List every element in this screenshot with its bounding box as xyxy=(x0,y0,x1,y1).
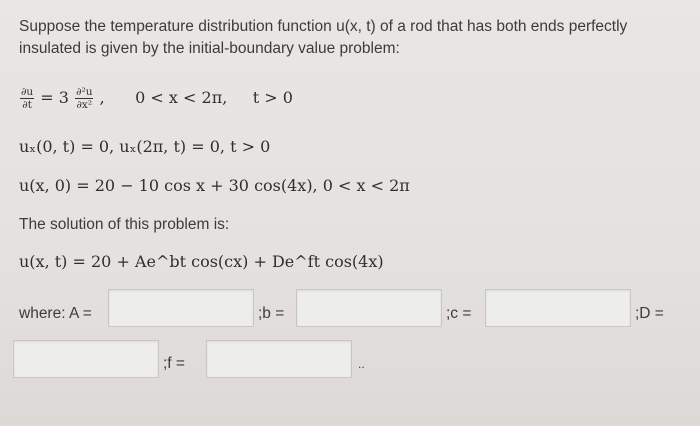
boundary-conditions: uₓ(0, t) = 0, uₓ(2π, t) = 0, t > 0 xyxy=(19,137,271,156)
problem-line-1: Suppose the temperature distribution function u(x, t) of a rod that has both ends perfectly xyxy=(19,18,628,35)
d-label: ;D = xyxy=(635,305,664,322)
c-input[interactable] xyxy=(485,289,631,327)
pde-domain: , 0 < x < 2π, t > 0 xyxy=(99,88,293,107)
f-input[interactable] xyxy=(206,340,352,378)
d-input[interactable] xyxy=(13,340,159,378)
c-label: ;c = xyxy=(446,305,472,322)
end-mark: .. xyxy=(358,357,365,371)
a-label: where: A = xyxy=(19,305,92,322)
problem-line-2: insulated is given by the initial-boundary value problem: xyxy=(19,40,400,57)
solution-formula: u(x, t) = 20 + Ae^bt cos(cx) + De^ft cos(4x) xyxy=(19,252,384,271)
a-input[interactable] xyxy=(108,289,254,327)
d2u-dx2-fraction: $\frac{\text{∂²u}}{\text{∂x²}}$ xyxy=(76,86,93,111)
f-label: ;f = xyxy=(163,355,185,372)
pde-equation xyxy=(19,86,293,111)
initial-condition: u(x, 0) = 20 − 10 cos x + 30 cos(4x), 0 < x < 2π xyxy=(19,176,410,195)
solution-intro: The solution of this problem is: xyxy=(19,216,230,233)
b-label: ;b = xyxy=(258,305,285,322)
b-input[interactable] xyxy=(296,289,442,327)
du-dt-fraction: $\frac{\partial u}{\partial t}$ xyxy=(21,86,34,111)
pde-equals-coefficient: = 3 xyxy=(40,88,69,107)
problem-statement xyxy=(19,16,627,60)
